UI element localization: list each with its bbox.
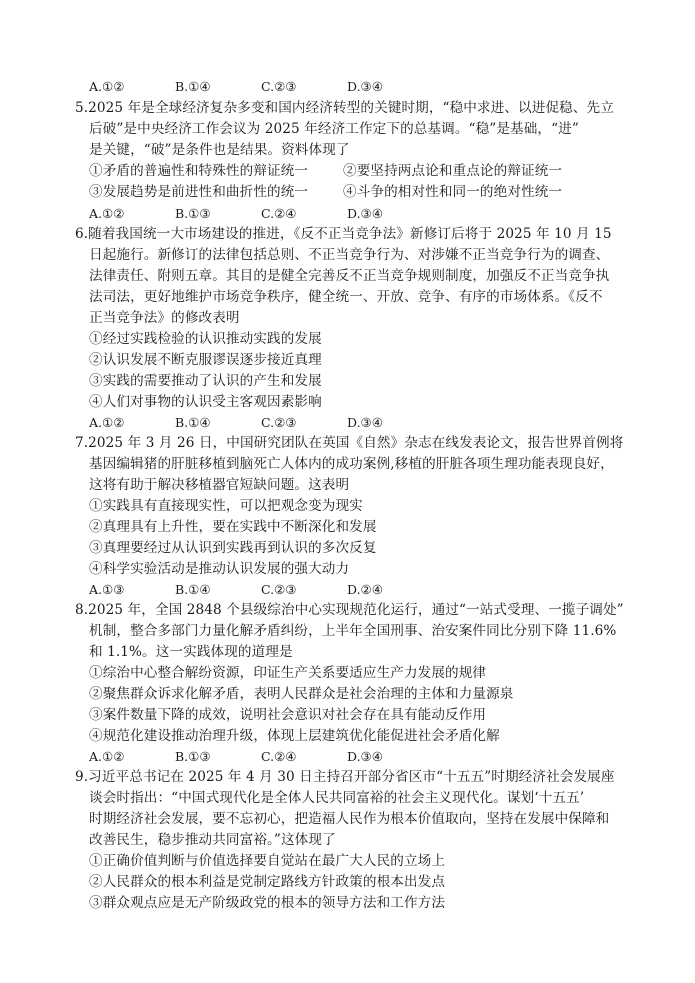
q6-statement-2: ②认识发展不断克服谬误逐步接近真理 [89, 352, 322, 368]
q6-stem-line-4: 法司法，更好地维护市场竞争秩序，健全统一、开放、竞争、有序的市场体系。《反不 [89, 289, 603, 305]
q7-stem-line-1: 7.2025 年 3 月 26 日，中国研究团队在英国《自然》杂志在线发表论文，报告世界首例将 [75, 435, 624, 451]
q6-statement-1: ①经过实践检验的认识推动实践的发展 [89, 331, 322, 347]
q8-stem-line-3: 和 1.1%。这一实践体现的道理是 [89, 644, 293, 660]
q9-stem-line-2: 谈会时指出：“中国式现代化是全体人民共同富裕的社会主义现代化。谋划‘十五五’ [89, 790, 585, 806]
q7-stem-line-3: 这将有助于解决移植器官短缺问题。这表明 [89, 477, 350, 493]
q7-stem-line-2: 基因编辑猪的肝脏移植到脑死亡人体内的成功案例,移植的肝脏各项生理功能表现良好， [89, 456, 614, 472]
option-a: A.①② [89, 79, 125, 94]
q8-statement-4: ④规范化建设推动治理升级，体现上层建筑优化能促进社会矛盾化解 [89, 728, 500, 744]
option-c: C.②③ [261, 79, 297, 94]
option-b: B.①③ [175, 206, 211, 221]
q8-stem-line-1: 8.2025 年，全国 2848 个县级综治中心实现规范化运行，通过“一站式受理、一揽子调处” [75, 602, 624, 618]
q5-statement-row-1 [89, 161, 563, 181]
q5-stem-line-1: 5.2025 年是全球经济复杂多变和国内经济转型的关键时期，“稳中求进、以进促稳、先立 [75, 100, 614, 116]
q5-statement-3: ③发展趋势是前进性和曲折性的统一 [89, 184, 309, 200]
option-c: C.②④ [261, 749, 297, 764]
q6-stem-line-5: 正当竞争法》的修改表明 [89, 310, 240, 326]
q6-stem-line-3: 法律责任、附则五章。其目的是健全完善反不正当竞争规则制度，加强反不正当竞争执 [89, 268, 610, 284]
q9-stem-line-4: 改善民生，稳步推动共同富裕。”这体现了 [89, 832, 336, 848]
option-d: D.②④ [347, 582, 383, 597]
q8-statement-1: ①综治中心整合解纷资源，印证生产关系要适应生产力发展的规律 [89, 665, 487, 681]
q8-statement-2: ②聚焦群众诉求化解矛盾，表明人民群众是社会治理的主体和力量源泉 [89, 686, 514, 702]
option-a: A.①② [89, 415, 125, 430]
q7-statement-3: ③真理要经过从认识到实践再到认识的多次反复 [89, 540, 377, 556]
option-c: C.②③ [261, 582, 297, 597]
q5-statement-2: ②要坚持两点论和重点论的辩证统一 [343, 163, 563, 179]
option-d: D.③④ [347, 206, 383, 221]
q6-statement-3: ③实践的需要推动了认识的产生和发展 [89, 373, 322, 389]
option-a: A.①③ [89, 582, 125, 597]
q9-stem-line-1: 9.习近平总书记在 2025 年 4 月 30 日主持召开部分省区市“十五五”时期经济社会发展座 [75, 769, 615, 785]
option-a: A.①② [89, 749, 125, 764]
option-d: D.③④ [347, 79, 383, 94]
option-b: B.①③ [175, 749, 211, 764]
q8-statement-3: ③案件数量下降的成效，说明社会意识对社会存在具有能动反作用 [89, 707, 487, 723]
q6-statement-4: ④人们对事物的认识受主客观因素影响 [89, 394, 322, 410]
q9-stem-line-3: 时期经济社会发展，要不忘初心，把造福人民作为根本价值取向，坚持在发展中保障和 [89, 811, 610, 827]
q5-statement-1: ①矛盾的普遍性和特殊性的辩证统一 [89, 163, 309, 179]
q9-statement-3: ③群众观点应是无产阶级政党的根本的领导方法和工作方法 [89, 895, 446, 911]
q6-stem-line-2: 日起施行。新修订的法律包括总则、不正当竞争行为、对涉嫌不正当竞争行为的调查、 [89, 247, 610, 263]
q6-stem-line-1: 6.随着我国统一大市场建设的推进，《反不正当竞争法》新修订后将于 2025 年 10 月 15 [75, 226, 612, 242]
q9-statement-2: ②人民群众的根本利益是党制定路线方针政策的根本出发点 [89, 874, 446, 890]
q9-statement-1: ①正确价值判断与价值选择要自觉站在最广大人民的立场上 [89, 853, 446, 869]
option-d: D.③④ [347, 415, 383, 430]
q5-statement-row-2 [89, 182, 563, 202]
option-b: B.①④ [175, 582, 211, 597]
option-b: B.①④ [175, 79, 211, 94]
q7-statement-4: ④科学实验活动是推动认识发展的强大动力 [89, 561, 350, 577]
q7-statement-1: ①实践具有直接现实性，可以把观念变为现实 [89, 498, 363, 514]
option-c: C.②④ [261, 206, 297, 221]
q5-stem-line-3: 是关键，“破”是条件也是结果。资料体现了 [89, 142, 350, 158]
q5-statement-4: ④斗争的相对性和同一的绝对性统一 [343, 184, 563, 200]
option-c: C.②③ [261, 415, 297, 430]
q5-stem-line-2: 后破”是中央经济工作会议为 2025 年经济工作定下的总基调。“稳”是基础，“进” [89, 121, 579, 137]
q7-statement-2: ②真理具有上升性，要在实践中不断深化和发展 [89, 519, 377, 535]
option-d: D.③④ [347, 749, 383, 764]
option-b: B.①④ [175, 415, 211, 430]
option-a: A.①② [89, 206, 125, 221]
q8-stem-line-2: 机制，整合多部门力量化解矛盾纠纷，上半年全国刑事、治安案件同比分别下降 11.6% [89, 623, 617, 639]
